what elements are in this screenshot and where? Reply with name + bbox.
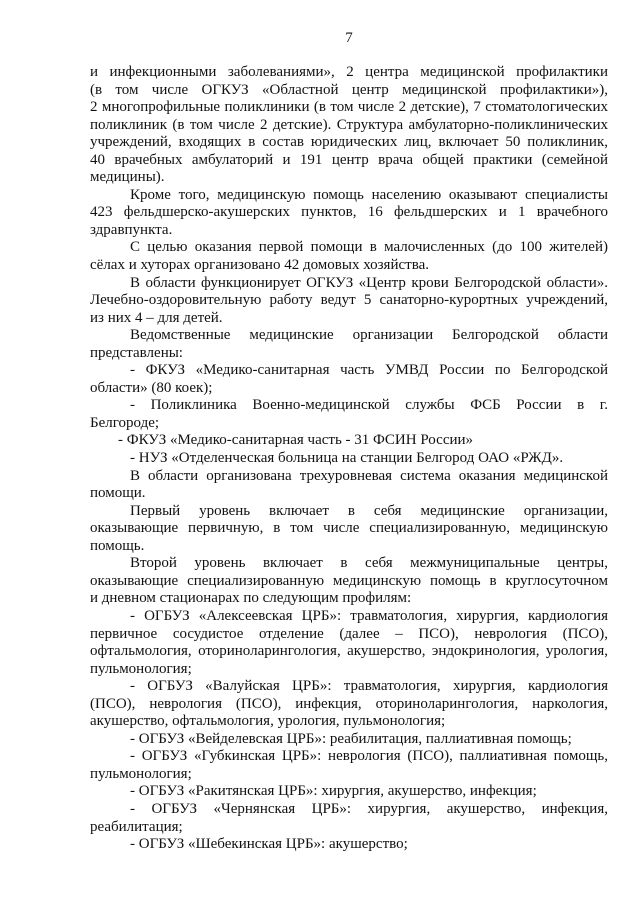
text-line: медицины). (90, 169, 165, 186)
text-line: Кроме того, медицинскую помощь населению оказывают специалисты (130, 186, 608, 203)
text-line: оказывающие первичную, в том числе специализированную, медицинскую (90, 520, 608, 537)
paragraph-departmental-intro (90, 327, 608, 362)
text-line: - ФКУЗ «Медико-санитарная часть УМВД России по Белгородской (130, 362, 608, 379)
text-line: Второй уровень включает в себя межмуниципальные центры, (130, 555, 608, 572)
text-line: С целью оказания первой помощи в малочисленных (до 100 жителей) (130, 239, 608, 256)
page-number: 7 (345, 30, 353, 46)
text-line: - ОГБУЗ «Валуйская ЦРБ»: травматология, хирургия, кардиология (130, 678, 608, 695)
text-line: 2 многопрофильные поликлиники (в том числе 2 детские), 7 стоматологических (90, 99, 608, 116)
text-line: - ОГБУЗ «Алексеевская ЦРБ»: травматология, хирургия, кардиология (130, 607, 608, 624)
text-line: Первый уровень включает в себя медицинские организации, (130, 502, 608, 519)
list-item-departmental (90, 397, 608, 432)
text-line: В области функционирует ОГКУЗ «Центр крови Белгородской области». (130, 274, 608, 291)
text-line: - ОГБУЗ «Губкинская ЦРБ»: неврология (ПСО), паллиативная помощь, (130, 748, 608, 765)
text-line: области» (80 коек); (90, 379, 213, 396)
paragraph-second-level (90, 555, 608, 608)
list-item-hospital-profiles (90, 678, 608, 731)
text-line: поликлиник (в том числе 2 детские). Структура амбулаторно-поликлинических (90, 116, 608, 133)
text-line: (в том числе ОГКУЗ «Областной центр медицинской профилактики»), (90, 81, 608, 98)
paragraph-three-level-system (90, 468, 608, 503)
list-item-hospital-profiles (90, 836, 608, 854)
text-line: учреждений, входящих в состав юридических лиц, включает 50 поликлиник, (90, 134, 608, 151)
text-line: Белгороде; (90, 414, 160, 431)
text-line: пульмонология; (90, 765, 192, 782)
text-line: - ОГБУЗ «Вейделевская ЦРБ»: реабилитация, паллиативная помощь; (130, 730, 572, 747)
text-line: 40 врачебных амбулаторий и 191 центр врача общей практики (семейной (90, 151, 608, 168)
list-item-hospital-profiles (90, 748, 608, 783)
list-item-departmental (90, 450, 608, 468)
list-item-hospital-profiles (90, 783, 608, 801)
text-line: помощь. (90, 537, 145, 554)
list-item-hospital-profiles (90, 731, 608, 749)
text-line: здравпункта. (90, 221, 173, 238)
text-line: В области организована трехуровневая система оказания медицинской (130, 467, 608, 484)
text-line: (ПСО), неврология (ПСО), инфекция, оториноларингология, наркология, (90, 695, 608, 712)
text-line: помощи. (90, 485, 146, 502)
text-line: - ОГБУЗ «Ракитянская ЦРБ»: хирургия, акушерство, инфекция; (130, 783, 537, 800)
list-item-departmental (90, 432, 608, 450)
list-item-hospital-profiles (90, 608, 608, 678)
text-line: реабилитация; (90, 818, 183, 835)
text-line: первичное сосудистое отделение (далее – ПСО), неврология (ПСО), (90, 625, 608, 642)
text-line: оказывающие специализированную медицинскую помощь в круглосуточном (90, 572, 608, 589)
text-line: - НУЗ «Отделенческая больница на станции Белгород ОАО «РЖД». (130, 450, 564, 467)
text-line: - ОГБУЗ «Шебекинская ЦРБ»: акушерство; (130, 836, 408, 853)
text-line: пульмонология; (90, 660, 192, 677)
paragraph-first-level (90, 503, 608, 556)
text-line: - ОГБУЗ «Чернянская ЦРБ»: хирургия, акушерство, инфекция, (130, 800, 608, 817)
text-line: и инфекционными заболеваниями», 2 центра медицинской профилактики (90, 64, 608, 80)
text-line: Ведомственные медицинские организации Белгородской области (130, 327, 608, 344)
paragraph-clinics-structure (90, 64, 608, 187)
text-line: и дневном стационарах по следующим профилям: (90, 590, 412, 607)
text-line: Лечебно-оздоровительную работу ведут 5 санаторно-курортных учреждений, (90, 292, 608, 309)
text-line: - ФКУЗ «Медико-санитарная часть - 31 ФСИН России» (118, 432, 474, 449)
paragraph-blood-center-sanatoriums (90, 275, 608, 328)
text-line: 423 фельдшерско-акушерских пунктов, 16 фельдшерских и 1 врачебного (90, 204, 608, 221)
paragraph-feldsher-points (90, 187, 608, 240)
text-line: из них 4 – для детей. (90, 309, 223, 326)
text-line: акушерство, офтальмология, урология, пульмонология; (90, 713, 446, 730)
list-item-hospital-profiles (90, 801, 608, 836)
list-item-departmental (90, 362, 608, 397)
text-line: офтальмология, оториноларингология, акушерство, эндокринология, урология, (90, 643, 608, 660)
paragraph-first-aid-households (90, 239, 608, 274)
document-body (90, 64, 608, 854)
text-line: сёлах и хуторах организовано 42 домовых хозяйства. (90, 257, 429, 274)
text-line: - Поликлиника Военно-медицинской службы ФСБ России в г. (130, 397, 608, 414)
text-line: представлены: (90, 344, 183, 361)
